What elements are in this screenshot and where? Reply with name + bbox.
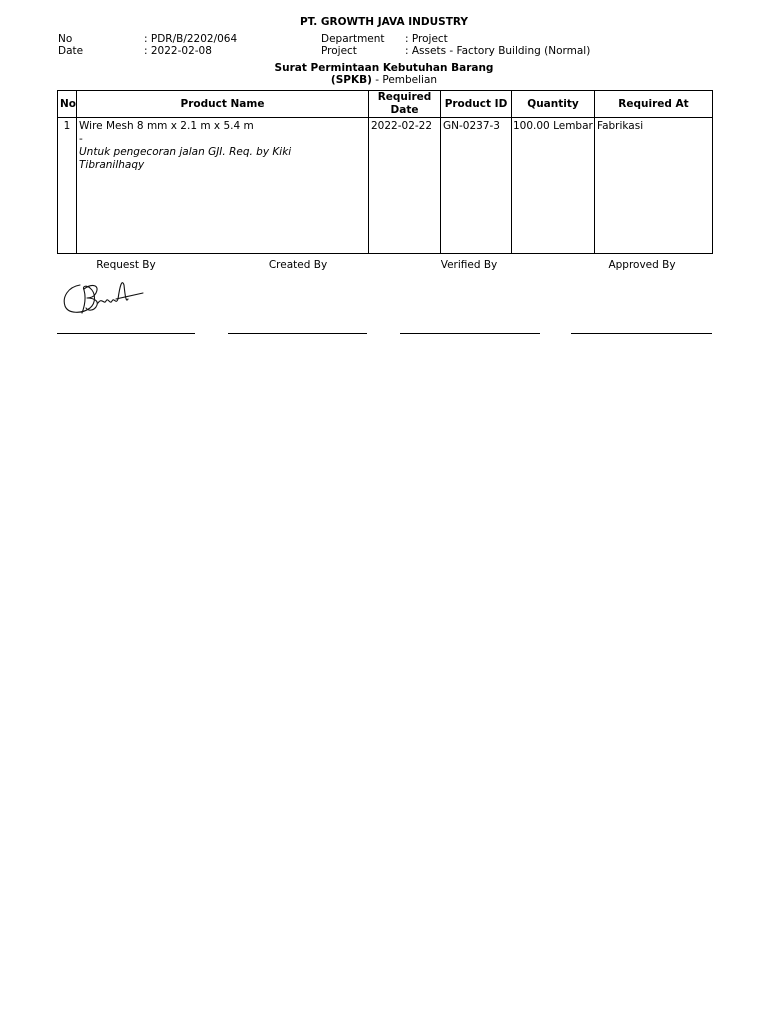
cell-required-date: 2022-02-22 — [369, 118, 441, 254]
created-by-label: Created By — [268, 259, 328, 271]
project-value: : Assets - Factory Building (Normal) — [405, 45, 591, 57]
approved-by-line — [571, 333, 712, 334]
verified-by-line — [400, 333, 540, 334]
cell-product-id: GN-0237-3 — [441, 118, 512, 254]
header-no: No — [58, 91, 77, 118]
cell-required-at: Fabrikasi — [595, 118, 713, 254]
request-by-line — [57, 333, 195, 334]
document-title: Surat Permintaan Kebutuhan Barang — [274, 62, 494, 74]
product-separator: - — [79, 133, 83, 145]
items-table — [57, 90, 713, 254]
header-required-date: Required Date — [369, 91, 441, 118]
table-row — [58, 118, 713, 254]
department-label: Department — [321, 33, 385, 45]
project-label: Project — [321, 45, 357, 57]
header-product-id: Product ID — [441, 91, 512, 118]
request-by-label: Request By — [96, 259, 156, 271]
signature-image — [60, 275, 144, 317]
date-value: : 2022-02-08 — [144, 45, 212, 57]
verified-by-label: Verified By — [440, 259, 498, 271]
cell-product-name — [77, 118, 369, 254]
header-product-name: Product Name — [77, 91, 369, 118]
approved-by-label: Approved By — [608, 259, 676, 271]
product-name: Wire Mesh 8 mm x 2.1 m x 5.4 m — [79, 120, 254, 132]
header-required-at: Required At — [595, 91, 713, 118]
no-label: No — [58, 33, 73, 45]
document-subtitle — [0, 74, 768, 86]
date-label: Date — [58, 45, 84, 57]
company-name: PT. GROWTH JAVA INDUSTRY — [299, 16, 468, 28]
department-value: : Project — [405, 33, 448, 45]
table-header-row — [58, 91, 713, 118]
cell-quantity: 100.00 Lembar — [512, 118, 595, 254]
header-quantity: Quantity — [512, 91, 595, 118]
created-by-line — [228, 333, 367, 334]
no-value: : PDR/B/2202/064 — [144, 33, 238, 45]
product-note: Untuk pengecoran jalan GJI. Req. by Kiki Tibranilhaqy — [79, 146, 292, 171]
document-type: - Pembelian — [371, 74, 438, 86]
document-code: (SPKB) — [330, 74, 372, 86]
cell-no: 1 — [58, 118, 77, 254]
